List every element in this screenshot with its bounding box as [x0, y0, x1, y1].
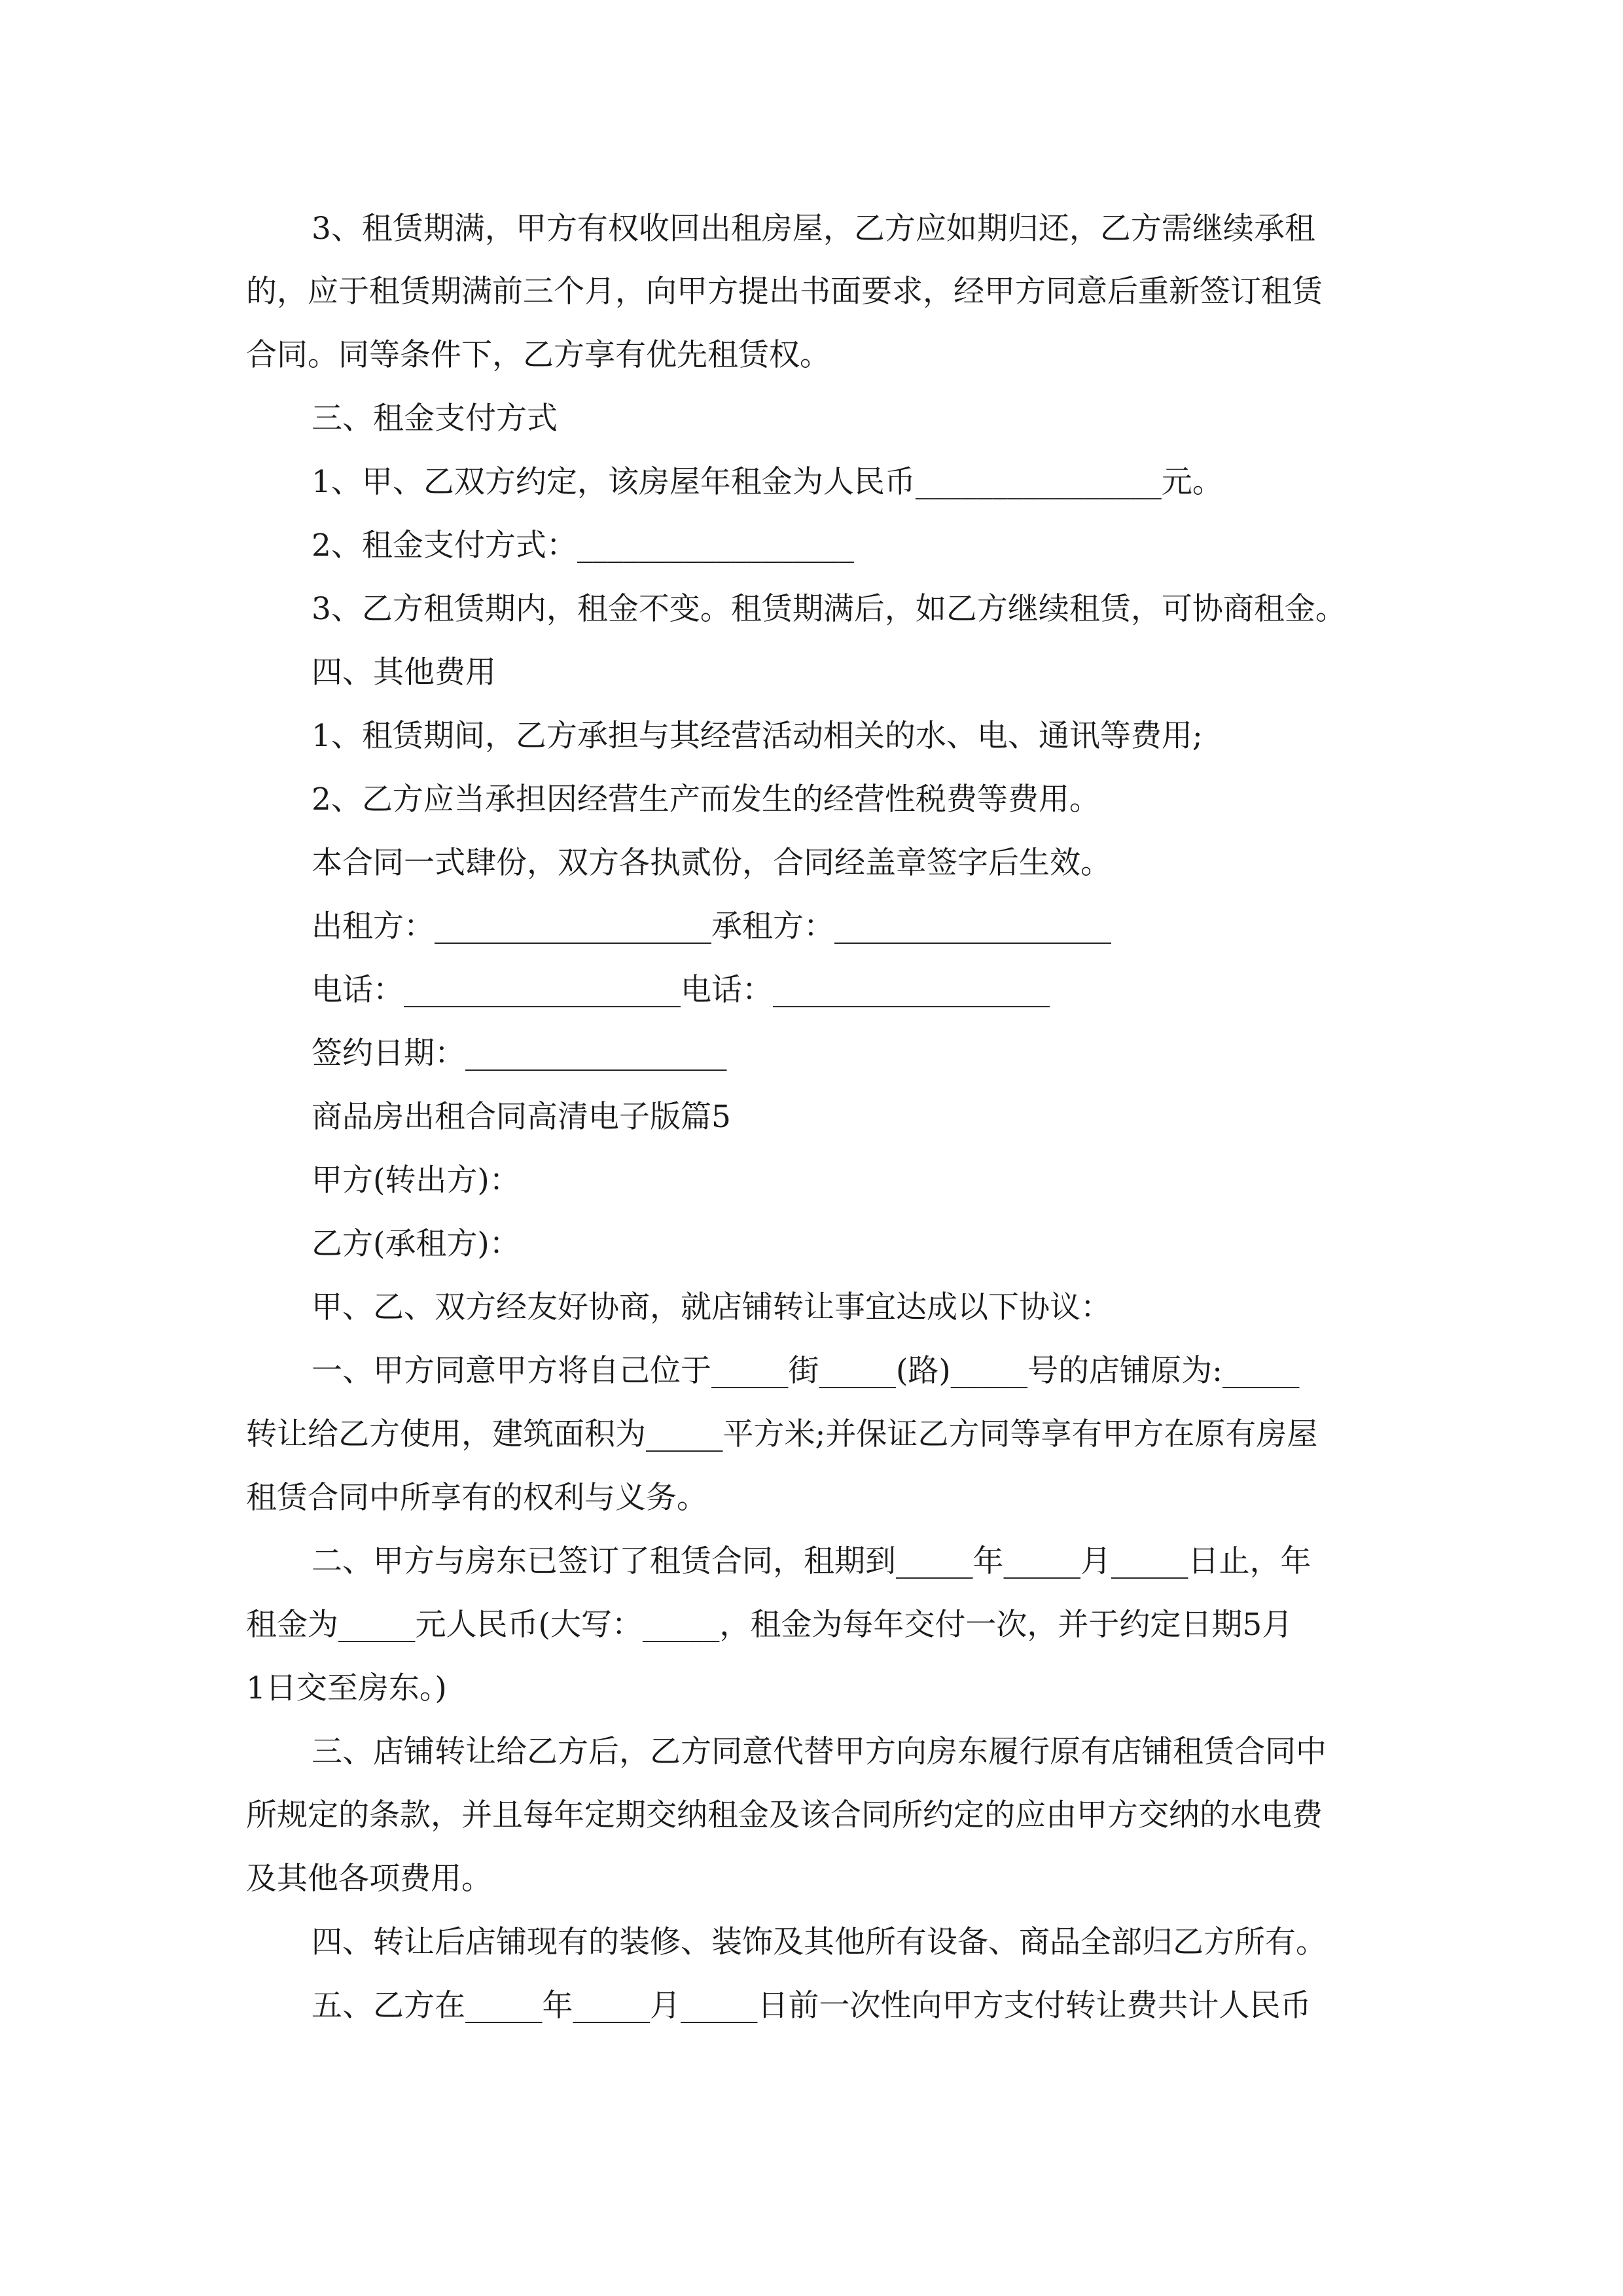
paragraph-line: 甲、乙、双方经友好协商，就店铺转让事宜达成以下协议：: [312, 1289, 1111, 1325]
paragraph-line: 1、甲、乙双方约定，该房屋年租金为人民币________________元。: [312, 464, 1223, 500]
paragraph-line: 2、租金支付方式：__________________: [312, 528, 854, 564]
paragraph-line: 五、乙方在_____年_____月_____日前一次性向甲方支付转让费共计人民币: [312, 1988, 1311, 2024]
paragraph-line: 租金为_____元人民币(大写：_____，租金为每年交付一次，并于约定日期5月: [246, 1607, 1293, 1643]
paragraph-line: 2、乙方应当承担因经营生产而发生的经营性税费等费用。: [312, 781, 1100, 817]
paragraph-line: 所规定的条款，并且每年定期交纳租金及该合同所约定的应由甲方交纳的水电费: [246, 1797, 1323, 1833]
signature-line-date: 签约日期：_________________: [312, 1035, 727, 1071]
signature-line-parties: 出租方：__________________承租方：__________________: [312, 908, 1111, 944]
signature-line-phones: 电话：__________________电话：__________________: [312, 972, 1050, 1008]
paragraph-line: 租赁合同中所享有的权利与义务。: [246, 1480, 707, 1516]
paragraph-line: 合同。同等条件下，乙方享有优先租赁权。: [246, 337, 830, 373]
paragraph-line: 及其他各项费用。: [246, 1861, 492, 1897]
paragraph-line: 本合同一式肆份，双方各执贰份，合同经盖章签字后生效。: [312, 845, 1111, 881]
paragraph-line: 二、甲方与房东已签订了租赁合同，租期到_____年_____月_____日止，年: [312, 1543, 1311, 1579]
paragraph-line: 三、店铺转让给乙方后，乙方同意代替甲方向房东履行原有店铺租赁合同中: [312, 1734, 1327, 1770]
paragraph-line: 的，应于租赁期满前三个月，向甲方提出书面要求，经甲方同意后重新签订租赁: [246, 274, 1323, 310]
paragraph-line: 1、租赁期间，乙方承担与其经营活动相关的水、电、通讯等费用;: [312, 718, 1203, 754]
section-heading: 四、其他费用: [312, 655, 496, 691]
party-b-label: 乙方(承租方)：: [312, 1226, 520, 1262]
paragraph-line: 转让给乙方使用，建筑面积为_____平方米;并保证乙方同等享有甲方在原有房屋: [246, 1416, 1318, 1452]
section-heading: 三、租金支付方式: [312, 401, 558, 437]
paragraph-line: 3、租赁期满，甲方有权收回出租房屋，乙方应如期归还，乙方需继续承租: [312, 211, 1315, 247]
party-a-label: 甲方(转出方)：: [312, 1162, 520, 1198]
document-section-title: 商品房出租合同高清电子版篇5: [312, 1099, 731, 1135]
paragraph-line: 1日交至房东。): [246, 1670, 447, 1706]
paragraph-line: 一、甲方同意甲方将自己位于_____街_____(路)_____号的店铺原为:_____: [312, 1353, 1300, 1389]
paragraph-line: 四、转让后店铺现有的装修、装饰及其他所有设备、商品全部归乙方所有。: [312, 1924, 1327, 1960]
paragraph-line: 3、乙方租赁期内，租金不变。租赁期满后，如乙方继续租赁，可协商租金。: [312, 591, 1346, 627]
